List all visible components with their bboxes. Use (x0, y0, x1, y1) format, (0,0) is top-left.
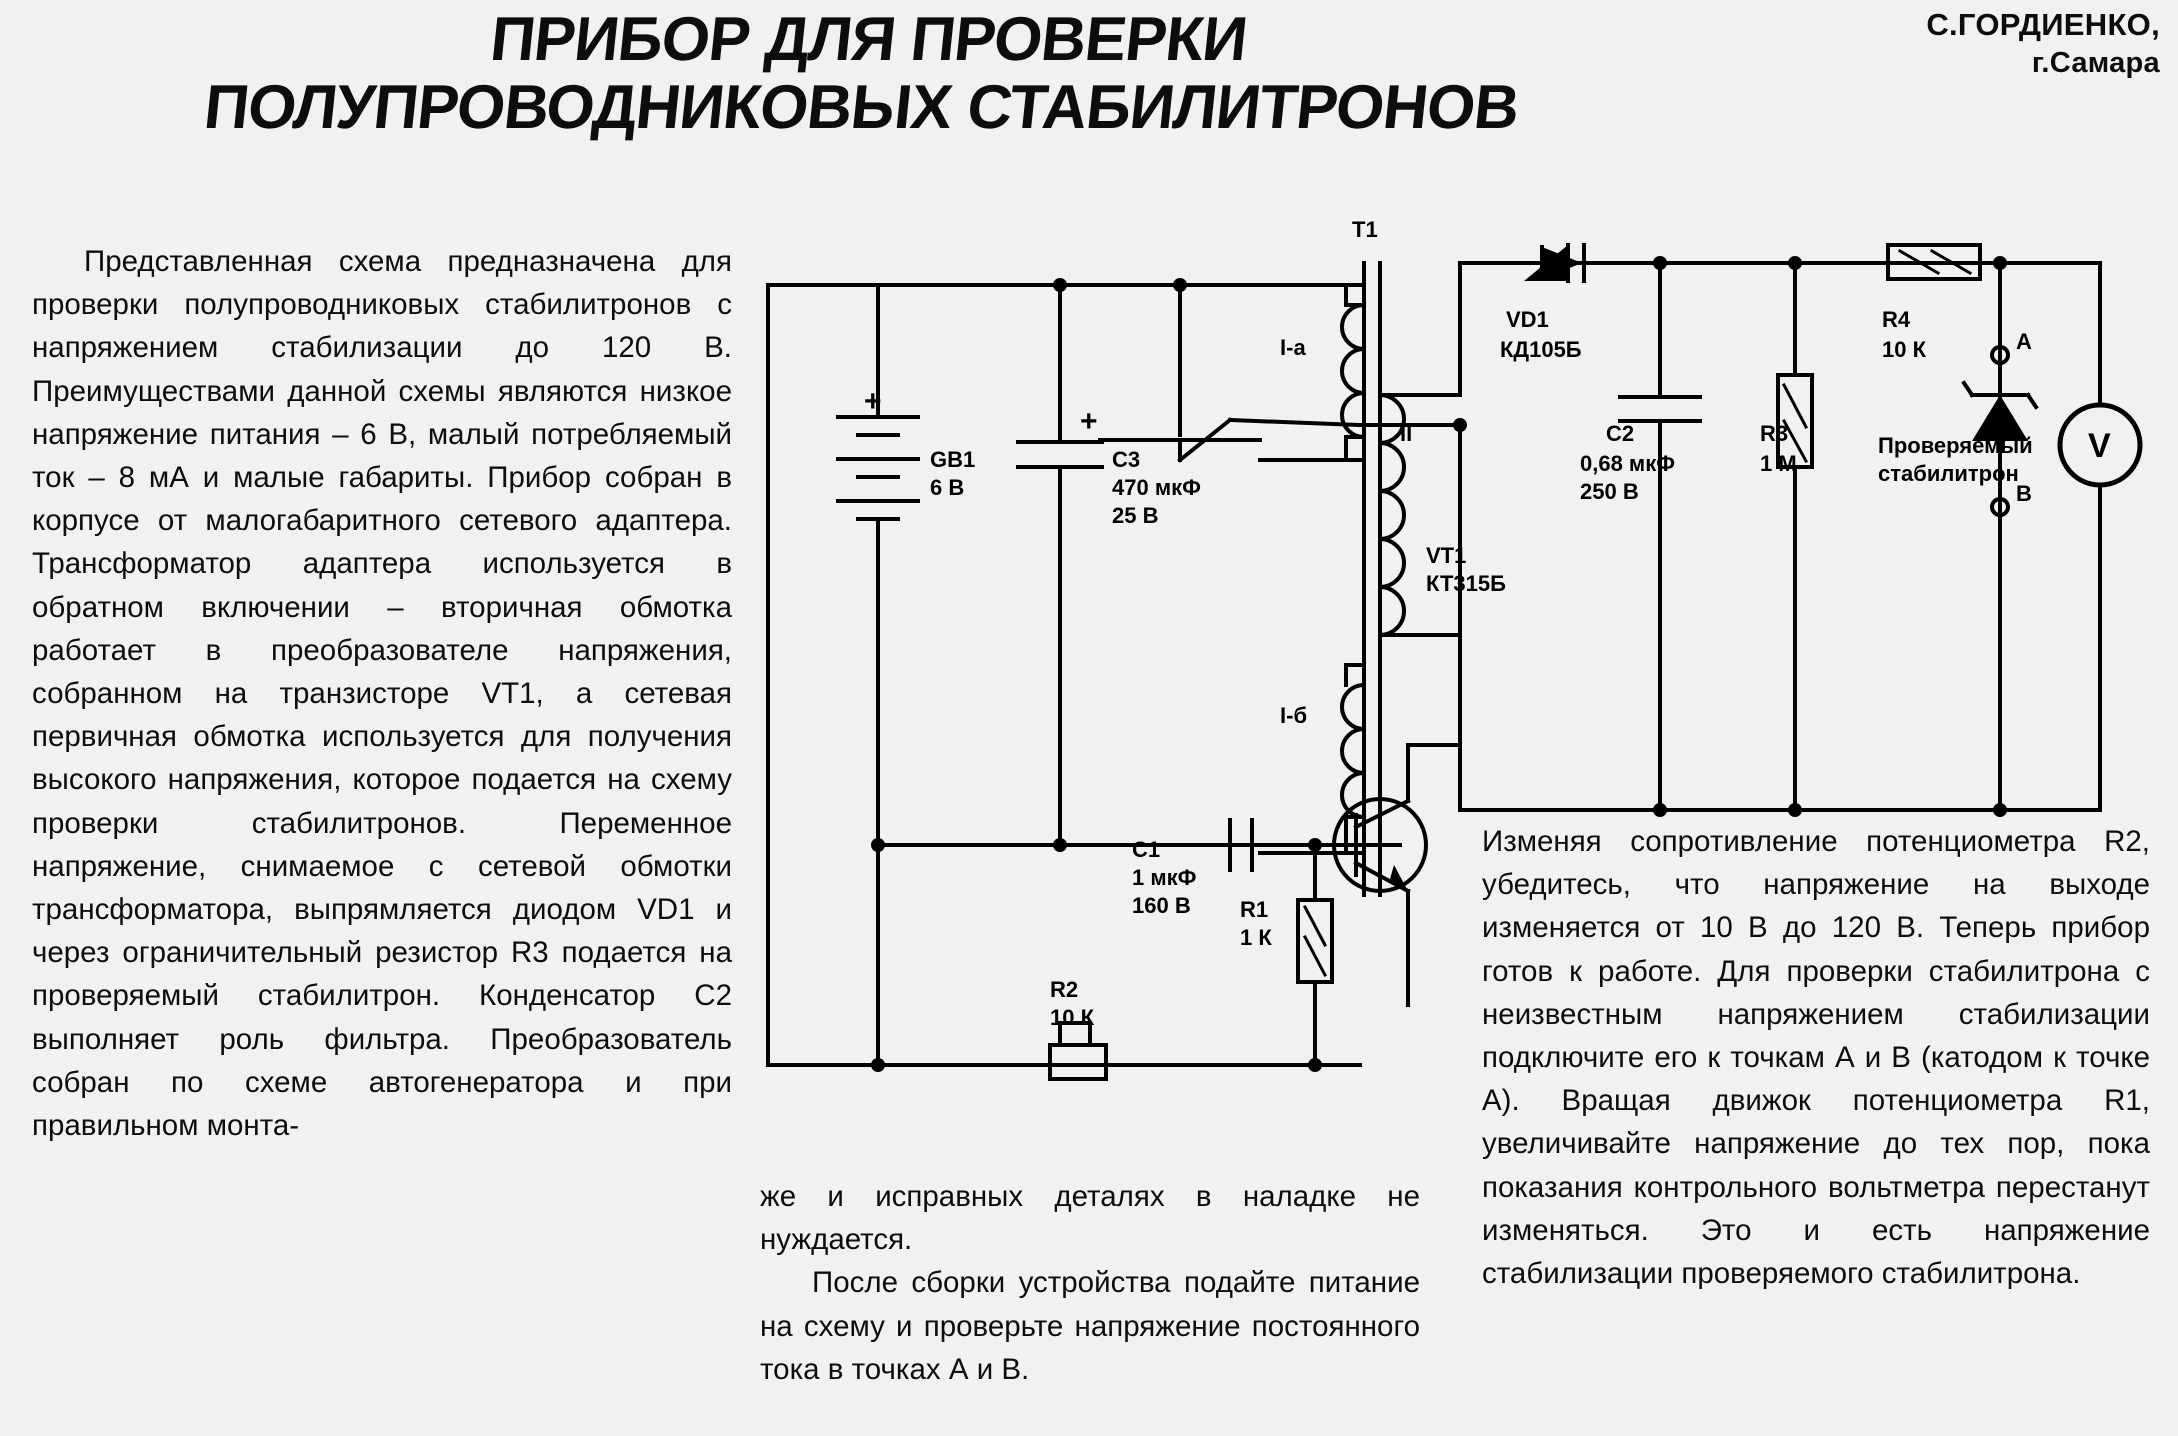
label-vt1-type: КТ315Б (1426, 571, 1506, 596)
label-c2-value: 0,68 мкФ (1580, 451, 1675, 476)
label-zener-note-2: стабилитрон (1878, 461, 2019, 486)
label-winding-1b: I-б (1280, 703, 1308, 728)
label-terminal-a: А (2016, 329, 2032, 354)
author-city: г.Самара (2031, 46, 2160, 79)
label-c1-value: 1 мкФ (1132, 865, 1197, 890)
label-vt1-ref: VT1 (1426, 543, 1467, 568)
label-r2-value: 10 К (1050, 1005, 1095, 1030)
label-c3-voltage: 25 В (1112, 503, 1159, 528)
label-plus-2: + (1080, 405, 1098, 438)
label-r4-value: 10 К (1882, 337, 1927, 362)
label-c1-voltage: 160 В (1132, 893, 1191, 918)
label-r3-ref: R3 (1760, 421, 1789, 446)
label-winding-2: II (1400, 421, 1413, 446)
label-r2-ref: R2 (1050, 977, 1079, 1002)
title-line-2: ПОЛУПРОВОДНИКОВЫХ СТАБИЛИТРОНОВ (201, 72, 1522, 142)
label-t1: T1 (1352, 217, 1378, 242)
page-title (48, 5, 1682, 142)
title-line-1: ПРИБОР ДЛЯ ПРОВЕРКИ (487, 5, 1250, 74)
paragraph: После сборки устройства подайте питание на схему и проверьте напряжение постоянного тока в точках А и В. (760, 1266, 1420, 1386)
author-name: С.ГОРДИЕНКО, (1926, 7, 2160, 42)
label-winding-1a: I-а (1280, 335, 1306, 360)
label-plus-1: + (864, 385, 882, 418)
paragraph: Изменяя сопротивление потенциометра R2, убедитесь, что напряжение на выходе изменяется от 10 В до 120 В. Теперь прибор готов к работе. Для проверки стабилитрона с неизвестным напряжением стабилизации подключите его к точкам А и В (катодом к точке А). Вращая движок потенциометра R1, увеличивайте напряжение до тех пор, пока показания контрольного вольтметра перестанут изменяться. Это и есть напряжение стабилизации проверяемого стабилитрона. (1482, 825, 2150, 1291)
label-c2-ref: C2 (1606, 421, 1635, 446)
label-c3-ref: C3 (1112, 447, 1141, 472)
label-terminal-b: В (2016, 481, 2032, 506)
label-gb1-ref: GB1 (930, 447, 976, 472)
label-vd1-type: КД105Б (1500, 337, 1582, 362)
label-vd1-ref: VD1 (1506, 307, 1549, 332)
label-r1-value: 1 К (1240, 925, 1272, 950)
circuit-schematic (760, 217, 2150, 1145)
label-c3-value: 470 мкФ (1112, 475, 1201, 500)
label-c2-voltage: 250 В (1580, 479, 1639, 504)
label-r4-ref: R4 (1882, 307, 1911, 332)
paragraph: Представленная схема предназначена для проверки полупроводниковых стабилитронов с напряжением стабилизации до 120 В. Преимуществами данной схемы являются низкое напряжение питания – 6 В, малый потребляемый ток – 8 мА и малые габариты. Прибор собран в корпусе от малогабаритного сетевого адаптера. Трансформатор адаптера используется в обратном включении – вторичная обмотка работает в преобразователе напряжения, собранном на транзисторе VT1, а сетевая первичная обмотка используется для получения высокого напряжения, которое подается на схему проверки стабилитронов. Переменное напряжение, снимаемое с сетевой обмотки трансформатора, выпрямляется диодом VD1 и через ограничительный резистор R3 подается на проверяемый стабилитрон. Конденсатор С2 выполняет роль фильтра. Преобразователь собран по схеме автогенератора и при правильном монта- (32, 245, 732, 1143)
label-r1-ref: R1 (1240, 897, 1269, 922)
label-c1-ref: C1 (1132, 837, 1161, 862)
label-voltmeter: V (2088, 427, 2111, 465)
byline (1926, 6, 2160, 81)
paragraph: же и исправных деталях в наладке не нуждается. (760, 1180, 1420, 1257)
label-zener-note-1: Проверяемый (1878, 433, 2033, 458)
label-r3-value: 1 М (1760, 451, 1797, 476)
article-column-middle (760, 1175, 1420, 1391)
label-gb1-value: 6 В (930, 475, 965, 500)
article-column-left (32, 240, 732, 1147)
